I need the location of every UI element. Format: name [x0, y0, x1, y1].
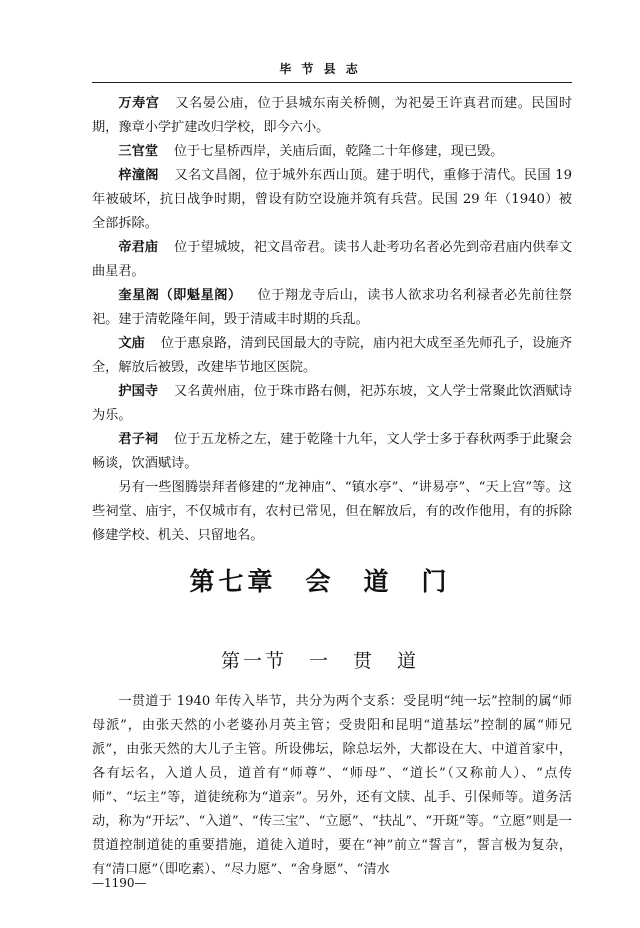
entry-text: 又名黄州庙，位于珠市路右侧，祀苏东坡，文人学士常聚此饮酒赋诗为乐。 — [92, 384, 573, 423]
entry — [92, 92, 572, 140]
entry-text: 位于五龙桥之左，建于乾隆十九年，文人学士多于春秋两季于此聚会畅谈，饮酒赋诗。 — [92, 432, 573, 471]
section-body — [92, 690, 572, 882]
closing-paragraph-text: 另有一些图腾崇拜者修建的“龙神庙”、“镇水亭”、“讲易亭”、“天上宫”等。这些祠堂、庙宇，不仅城市有，农村已常见，但在解放后，有的改作他用，有的拆除修建学校、机关、只留地名。 — [92, 480, 572, 543]
section-title: 第一节 一 贯 道 — [220, 650, 419, 672]
running-head: 毕 节 县 志 — [279, 62, 361, 76]
entry — [92, 284, 572, 332]
entry-term: 奎星阁（即魁星阁） — [118, 288, 242, 303]
closing-paragraph — [92, 476, 572, 548]
entry — [92, 236, 572, 284]
chapter-title: 第七章 会 道 门 — [189, 567, 451, 596]
page-number: —1190— — [92, 876, 147, 890]
entry-term: 文庙 — [118, 336, 145, 351]
entry-text: 位于翔龙寺后山，读书人欲求功名利禄者必先前往祭祀。建于清乾隆年间，毁于清咸丰时期的兵乱。 — [92, 288, 573, 327]
entry-term: 护国寺 — [118, 384, 159, 399]
temple-entries — [92, 92, 572, 548]
entry — [92, 164, 572, 236]
entry-term: 三官堂 — [118, 144, 158, 159]
header-rule — [92, 82, 572, 83]
entry-text: 位于望城坡，祀文昌帝君。读书人赴考功名者必先到帝君庙内供奉文曲星君。 — [92, 240, 573, 279]
entry-text: 位于七星桥西岸，关庙后面，乾隆二十年修建，现已毁。 — [173, 144, 504, 159]
entry-term: 梓潼阁 — [118, 168, 159, 183]
entry-text: 又名文昌阁，位于城外东西山顶。建于明代，重修于清代。民国 19 年被破坏，抗日战争时期，曾设有防空设施并筑有兵营。民国 29 年（1940）被全部拆除。 — [92, 168, 572, 231]
entry-term: 君子祠 — [118, 432, 159, 447]
body-paragraph: 一贯道于 1940 年传入毕节，共分为两个支系：受昆明“纯一坛”控制的属“师母派”，由张天然的小老婆孙月英主管；受贵阳和昆明“道基坛”控制的属“师兄派”，由张天然的大儿子主管。所设佛坛，除总坛外，大都设在大、中道首家中，各有坛名，入道人员，道首有“师尊”、“师母”、“道长”（又称前人）、“点传师”、“坛主”等，道徒统称为“道亲”。另外，还有文牍、乩手、引保师等。道务活动，称为“开坛”、“入道”、“传三宝”、“立愿”、“扶乩”、“开斑”等。“立愿”则是一贯道控制道徒的重要措施，道徒入道时，要在“神”前立“誓言”，誓言极为复杂，有“清口愿”（即吃素）、“尽力愿”、“舍身愿”、“清水 — [92, 694, 572, 877]
entry — [92, 140, 572, 164]
entry-text: 位于惠泉路，清到民国最大的寺院，庙内祀大成至圣先师孔子，设施齐全，解放后被毁，改建毕节地区医院。 — [92, 336, 573, 375]
entry-term: 万寿宫 — [118, 96, 160, 111]
entry-term: 帝君庙 — [118, 240, 159, 255]
entry-text: 又名晏公庙，位于县城东南关桥侧，为祀晏王许真君而建。民国时期，豫章小学扩建改归学校，即今六小。 — [92, 96, 573, 135]
entry — [92, 428, 572, 476]
entry — [92, 380, 572, 428]
entry — [92, 332, 572, 380]
